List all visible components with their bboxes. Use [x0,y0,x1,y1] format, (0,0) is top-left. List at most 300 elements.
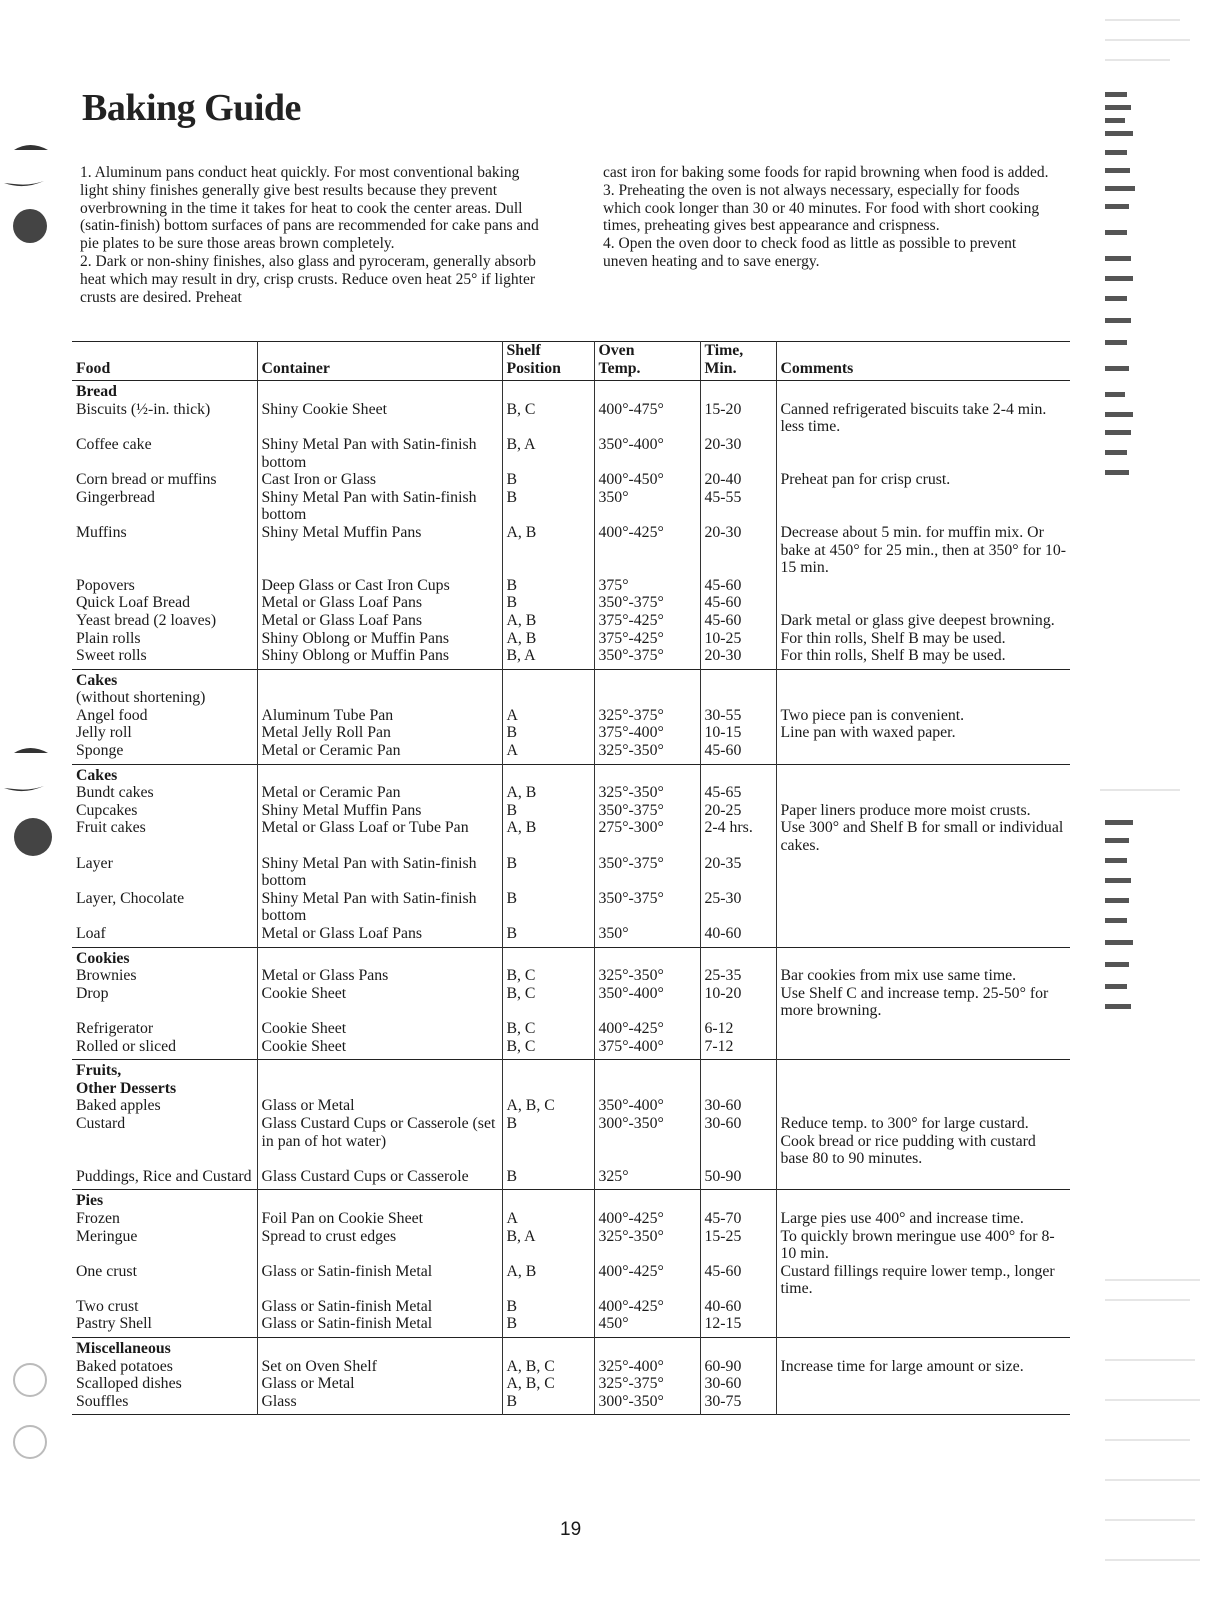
cell-time: 30-55 [700,707,776,725]
cell-temp: 325°-350° [594,742,700,764]
empty-cell [776,669,1070,689]
cell-comments [776,1298,1070,1316]
cell-comments [776,489,1070,524]
table-row [72,1228,1070,1263]
section-subheading: Other Desserts [76,1079,177,1097]
cell-food: Puddings, Rice and Custard [76,1167,252,1185]
cell-shelf: A, B, C [502,1375,594,1393]
table-row [72,1393,1070,1415]
table-row [72,985,1070,1020]
cell-container: Shiny Metal Pan with Satin-finish bottom [257,855,502,890]
cell-food: Quick Loaf Bread [76,594,191,612]
empty-cell [594,1080,700,1098]
cell-temp: 400°-425° [594,524,700,577]
intro-paragraph: 3. Preheating the oven is not always necessary, especially for foods which cook longer than 30 or 40 minutes. For food with short cooking times, preheating gives best appearance and crispness. [603,181,1040,235]
cell-shelf: A, B [502,1263,594,1298]
cell-time: 40-60 [700,1298,776,1316]
cell-food: Two crust [76,1297,139,1315]
empty-cell [257,1080,502,1098]
empty-cell [502,1190,594,1210]
table-row [72,1097,1070,1115]
cell-time: 10-15 [700,724,776,742]
cell-time: 20-40 [700,471,776,489]
cell-time: 60-90 [700,1358,776,1376]
table-section [72,1338,1070,1415]
table-row [72,524,1070,577]
cell-temp: 350°-375° [594,855,700,890]
table-row [72,784,1070,802]
cell-time: 15-25 [700,1228,776,1263]
cell-shelf: A, B, C [502,1097,594,1115]
cell-food: Loaf [76,925,106,942]
cell-shelf: B [502,489,594,524]
cell-container: Shiny Oblong or Muffin Pans [257,630,502,648]
cell-container: Cast Iron or Glass [257,471,502,489]
empty-cell [700,1190,776,1210]
cell-shelf: B, A [502,647,594,669]
cell-comments [776,1168,1070,1190]
table-row [72,612,1070,630]
cell-shelf: B [502,594,594,612]
cell-comments: Line pan with waxed paper. [776,724,1070,742]
cell-container: Glass or Metal [257,1375,502,1393]
cell-comments [776,1038,1070,1060]
cell-shelf: B [502,925,594,947]
cell-food: Popovers [76,576,135,594]
cell-temp: 400°-425° [594,1210,700,1228]
cell-shelf: B, C [502,1020,594,1038]
cell-temp: 350° [594,925,700,947]
empty-cell [594,764,700,784]
cell-container: Shiny Oblong or Muffin Pans [257,647,502,669]
table-row [72,1210,1070,1228]
empty-cell [502,1060,594,1080]
cell-comments [776,784,1070,802]
cell-container: Metal Jelly Roll Pan [257,724,502,742]
section-heading-row [72,1190,1070,1210]
cell-time: 20-25 [700,802,776,820]
cell-temp: 325° [594,1168,700,1190]
empty-cell [776,689,1070,707]
table-row [72,1115,1070,1168]
cell-comments: Decrease about 5 min. for muffin mix. Or bake at 450° for 25 min., then at 350° for 10-15 min. [776,524,1070,577]
cell-shelf: B, C [502,401,594,436]
table-row [72,1263,1070,1298]
cell-comments: Canned refrigerated biscuits take 2-4 min. less time. [776,401,1070,436]
cell-time: 10-20 [700,985,776,1020]
cell-shelf: A, B [502,524,594,577]
cell-shelf: A [502,1210,594,1228]
cell-food: Baked apples [76,1097,161,1115]
empty-cell [502,689,594,707]
empty-cell [776,1338,1070,1358]
cell-comments [776,742,1070,764]
empty-cell [700,1060,776,1080]
cell-container: Aluminum Tube Pan [257,707,502,725]
cell-container: Deep Glass or Cast Iron Cups [257,577,502,595]
header-comments: Comments [776,342,1070,381]
cell-food: Refrigerator [76,1019,154,1037]
cell-container: Glass or Satin-finish Metal [257,1298,502,1316]
table-row [72,436,1070,471]
cell-food: Scalloped dishes [76,1375,182,1393]
cell-comments: For thin rolls, Shelf B may be used. [776,647,1070,669]
cell-container: Glass or Satin-finish Metal [257,1263,502,1298]
empty-cell [257,947,502,967]
cell-container: Glass Custard Cups or Casserole (set in pan of hot water) [257,1115,502,1168]
table-row [72,925,1070,947]
empty-cell [502,947,594,967]
section-heading: Cakes [76,766,118,784]
intro-paragraph: 1. Aluminum pans conduct heat quickly. For most conventional baking light shiny finishes generally give best results because they prevent overbrowning in the time it takes for heat to cook the center areas. Dull (satin-finish) bottom surfaces of pans are recommended for cake pans and pie plates to be sure those areas brown completely. [80,164,539,253]
cell-food: One crust [76,1262,137,1280]
table-row [72,802,1070,820]
cell-container: Metal or Ceramic Pan [257,784,502,802]
cell-time: 15-20 [700,401,776,436]
cell-shelf: B [502,1168,594,1190]
empty-cell [776,381,1070,401]
cell-container: Shiny Metal Muffin Pans [257,802,502,820]
cell-comments: Use 300° and Shelf B for small or individual cakes. [776,819,1070,854]
section-heading: Miscellaneous [76,1340,171,1358]
cell-time: 25-35 [700,967,776,985]
intro-left-column [80,164,550,306]
section-heading: Bread [76,383,117,401]
table-section [72,764,1070,947]
cell-shelf: B, C [502,1038,594,1060]
cell-time: 30-60 [700,1375,776,1393]
cell-temp: 375°-425° [594,612,700,630]
cell-temp: 325°-375° [594,707,700,725]
cell-temp: 375° [594,577,700,595]
cell-temp: 350°-375° [594,890,700,925]
table-row [72,1020,1070,1038]
cell-time: 25-30 [700,890,776,925]
cell-container: Metal or Glass Pans [257,967,502,985]
cell-container: Glass Custard Cups or Casserole [257,1168,502,1190]
cell-time: 7-12 [700,1038,776,1060]
cell-temp: 275°-300° [594,819,700,854]
cell-food: Layer [76,854,113,872]
cell-shelf: B, A [502,436,594,471]
cell-temp: 450° [594,1315,700,1337]
table-row [72,724,1070,742]
empty-cell [257,1190,502,1210]
cell-temp: 300°-350° [594,1115,700,1168]
cell-food: Drop [76,984,109,1002]
table-row [72,1038,1070,1060]
cell-time: 6-12 [700,1020,776,1038]
empty-cell [257,669,502,689]
cell-food: Souffles [76,1392,129,1410]
header-time: Time, Min. [700,342,776,381]
cell-food: Coffee cake [76,435,152,453]
cell-temp: 400°-450° [594,471,700,489]
table-header-row [72,342,1070,381]
intro-paragraph: 2. Dark or non-shiny finishes, also glass and pyroceram, generally absorb heat which may result in dry, crisp crusts. Reduce oven heat 25° if lighter crusts are desired. Preheat [80,252,536,306]
cell-time: 50-90 [700,1168,776,1190]
empty-cell [257,689,502,707]
cell-comments [776,1315,1070,1337]
cell-shelf: A, B [502,630,594,648]
cell-time: 45-60 [700,612,776,630]
header-oven-temp: Oven Temp. [594,342,700,381]
cell-food: Pastry Shell [76,1315,152,1333]
cell-container: Glass or Metal [257,1097,502,1115]
section-heading-row [72,1060,1070,1080]
cell-comments: Large pies use 400° and increase time. [776,1210,1070,1228]
page-title: Baking Guide [82,87,301,129]
cell-temp: 350°-400° [594,985,700,1020]
page-number: 19 [560,1519,582,1540]
table-row [72,594,1070,612]
binder-mark-bottom [14,1364,46,1458]
cell-comments [776,1020,1070,1038]
cell-comments [776,594,1070,612]
table-row [72,967,1070,985]
table-row [72,742,1070,764]
cell-food: Bundt cakes [76,784,154,802]
cell-food: Sweet rolls [76,647,147,665]
intro-paragraph: cast iron for baking some foods for rapid browning when food is added. [603,164,1049,181]
cell-temp: 350°-375° [594,647,700,669]
cell-shelf: B [502,1393,594,1415]
cell-food: Yeast bread (2 loaves) [76,611,217,629]
cell-comments: For thin rolls, Shelf B may be used. [776,630,1070,648]
empty-cell [700,947,776,967]
cell-shelf: B [502,802,594,820]
cell-comments [776,1375,1070,1393]
cell-comments: Use Shelf C and increase temp. 25-50° for more browning. [776,985,1070,1020]
cell-comments: Bar cookies from mix use same time. [776,967,1070,985]
cell-food: Layer, Chocolate [76,889,185,907]
cell-food: Custard [76,1114,126,1132]
cell-comments [776,925,1070,947]
empty-cell [776,1080,1070,1098]
cell-container: Shiny Metal Pan with Satin-finish bottom [257,489,502,524]
cell-shelf: B [502,1315,594,1337]
cell-time: 45-55 [700,489,776,524]
cell-comments [776,577,1070,595]
cell-time: 45-60 [700,1263,776,1298]
cell-time: 20-30 [700,436,776,471]
cell-shelf: B [502,890,594,925]
cell-food: Fruit cakes [76,819,146,837]
header-food: Food [72,342,257,381]
empty-cell [257,381,502,401]
binder-mark-middle [4,748,52,856]
table-row [72,489,1070,524]
table-section [72,1190,1070,1338]
table-row [72,1315,1070,1337]
cell-shelf: A [502,707,594,725]
cell-food: Gingerbread [76,488,155,506]
cell-container: Cookie Sheet [257,1038,502,1060]
cell-container: Metal or Glass Loaf Pans [257,594,502,612]
cell-container: Shiny Cookie Sheet [257,401,502,436]
table-section [72,381,1070,670]
empty-cell [700,381,776,401]
cell-temp: 325°-375° [594,1375,700,1393]
cell-time: 45-60 [700,577,776,595]
cell-container: Cookie Sheet [257,985,502,1020]
section-heading-row [72,947,1070,967]
cell-temp: 325°-400° [594,1358,700,1376]
cell-shelf: B [502,855,594,890]
table-row [72,819,1070,854]
table-section [72,669,1070,764]
empty-cell [700,1080,776,1098]
cell-temp: 325°-350° [594,784,700,802]
cell-time: 45-70 [700,1210,776,1228]
cell-shelf: B [502,1115,594,1168]
cell-temp: 400°-475° [594,401,700,436]
empty-cell [502,1338,594,1358]
cell-temp: 350°-375° [594,802,700,820]
section-heading-row [72,381,1070,401]
cell-shelf: B, C [502,985,594,1020]
table-row [72,577,1070,595]
cell-food: Jelly roll [76,724,132,742]
cell-time: 30-60 [700,1097,776,1115]
section-subheading-row [72,689,1070,707]
cell-time: 20-30 [700,647,776,669]
cell-time: 45-60 [700,742,776,764]
cell-shelf: A, B [502,819,594,854]
table-row [72,1168,1070,1190]
section-heading: Pies [76,1192,104,1210]
empty-cell [700,689,776,707]
cell-comments [776,1393,1070,1415]
cell-container: Shiny Metal Pan with Satin-finish bottom [257,436,502,471]
cell-food: Frozen [76,1209,120,1227]
empty-cell [594,1060,700,1080]
cell-shelf: B, C [502,967,594,985]
empty-cell [594,1338,700,1358]
binder-hole-marks [0,0,60,1604]
cell-time: 40-60 [700,925,776,947]
table-row [72,647,1070,669]
empty-cell [700,764,776,784]
cell-container: Glass or Satin-finish Metal [257,1315,502,1337]
cell-shelf: B [502,1298,594,1316]
cell-comments: Custard fillings require lower temp., longer time. [776,1263,1070,1298]
cell-comments: Two piece pan is convenient. [776,707,1070,725]
empty-cell [594,669,700,689]
empty-cell [700,669,776,689]
cell-temp: 375°-400° [594,724,700,742]
intro-right-column [603,164,1058,271]
cell-temp: 350°-400° [594,1097,700,1115]
section-heading-row [72,764,1070,784]
empty-cell [776,1060,1070,1080]
cell-container: Metal or Glass Loaf Pans [257,925,502,947]
empty-cell [594,381,700,401]
cell-temp: 375°-400° [594,1038,700,1060]
cell-temp: 375°-425° [594,630,700,648]
cell-food: Brownies [76,967,137,985]
cell-shelf: B [502,724,594,742]
cell-temp: 350° [594,489,700,524]
cell-time: 20-35 [700,855,776,890]
cell-food: Angel food [76,706,148,724]
cell-food: Meringue [76,1227,138,1245]
cell-food: Corn bread or muffins [76,471,217,489]
empty-cell [502,764,594,784]
cell-food: Sponge [76,742,124,760]
cell-container: Glass [257,1393,502,1415]
cell-time: 20-30 [700,524,776,577]
cell-container: Foil Pan on Cookie Sheet [257,1210,502,1228]
table-row [72,401,1070,436]
table-section [72,947,1070,1060]
empty-cell [776,1190,1070,1210]
section-heading: Cakes [76,671,118,689]
empty-cell [502,1080,594,1098]
cell-shelf: B [502,471,594,489]
cell-container: Metal or Ceramic Pan [257,742,502,764]
table-row [72,1298,1070,1316]
cell-shelf: A, B, C [502,1358,594,1376]
table-row [72,471,1070,489]
cell-temp: 400°-425° [594,1020,700,1038]
cell-temp: 350°-400° [594,436,700,471]
cell-comments: To quickly brown meringue use 400° for 8-10 min. [776,1228,1070,1263]
cell-shelf: A, B [502,784,594,802]
cell-comments [776,1097,1070,1115]
cell-comments [776,890,1070,925]
header-shelf-position: Shelf Position [502,342,594,381]
empty-cell [776,947,1070,967]
empty-cell [502,381,594,401]
cell-temp: 400°-425° [594,1263,700,1298]
cell-time: 30-75 [700,1393,776,1415]
empty-cell [594,947,700,967]
cell-container: Spread to crust edges [257,1228,502,1263]
baking-guide-table [72,341,1070,1415]
cell-comments: Dark metal or glass give deepest browning. [776,612,1070,630]
intro-paragraph: 4. Open the oven door to check food as little as possible to prevent uneven heating and to save energy. [603,235,1017,270]
empty-cell [776,764,1070,784]
cell-comments: Reduce temp. to 300° for large custard. Cook bread or rice pudding with custard base 80 to 90 minutes. [776,1115,1070,1168]
binder-mark-top [4,145,48,243]
cell-food: Muffins [76,523,127,541]
cell-temp: 325°-350° [594,967,700,985]
cell-temp: 400°-425° [594,1298,700,1316]
cell-container: Metal or Glass Loaf or Tube Pan [257,819,502,854]
cell-food: Plain rolls [76,629,141,647]
cell-container: Metal or Glass Loaf Pans [257,612,502,630]
cell-time: 2-4 hrs. [700,819,776,854]
cell-shelf: B, A [502,1228,594,1263]
cell-comments [776,855,1070,890]
header-container: Container [257,342,502,381]
section-heading-row [72,1338,1070,1358]
cell-temp: 300°-350° [594,1393,700,1415]
adjacent-page-edge [1100,0,1218,1604]
table-section [72,1060,1070,1190]
table-row [72,890,1070,925]
empty-cell [257,764,502,784]
cell-time: 30-60 [700,1115,776,1168]
cell-container: Shiny Metal Muffin Pans [257,524,502,577]
empty-cell [257,1338,502,1358]
cell-time: 45-65 [700,784,776,802]
section-heading: Fruits, [76,1062,122,1080]
section-heading-row [72,669,1070,689]
cell-container: Set on Oven Shelf [257,1358,502,1376]
cell-temp: 325°-350° [594,1228,700,1263]
